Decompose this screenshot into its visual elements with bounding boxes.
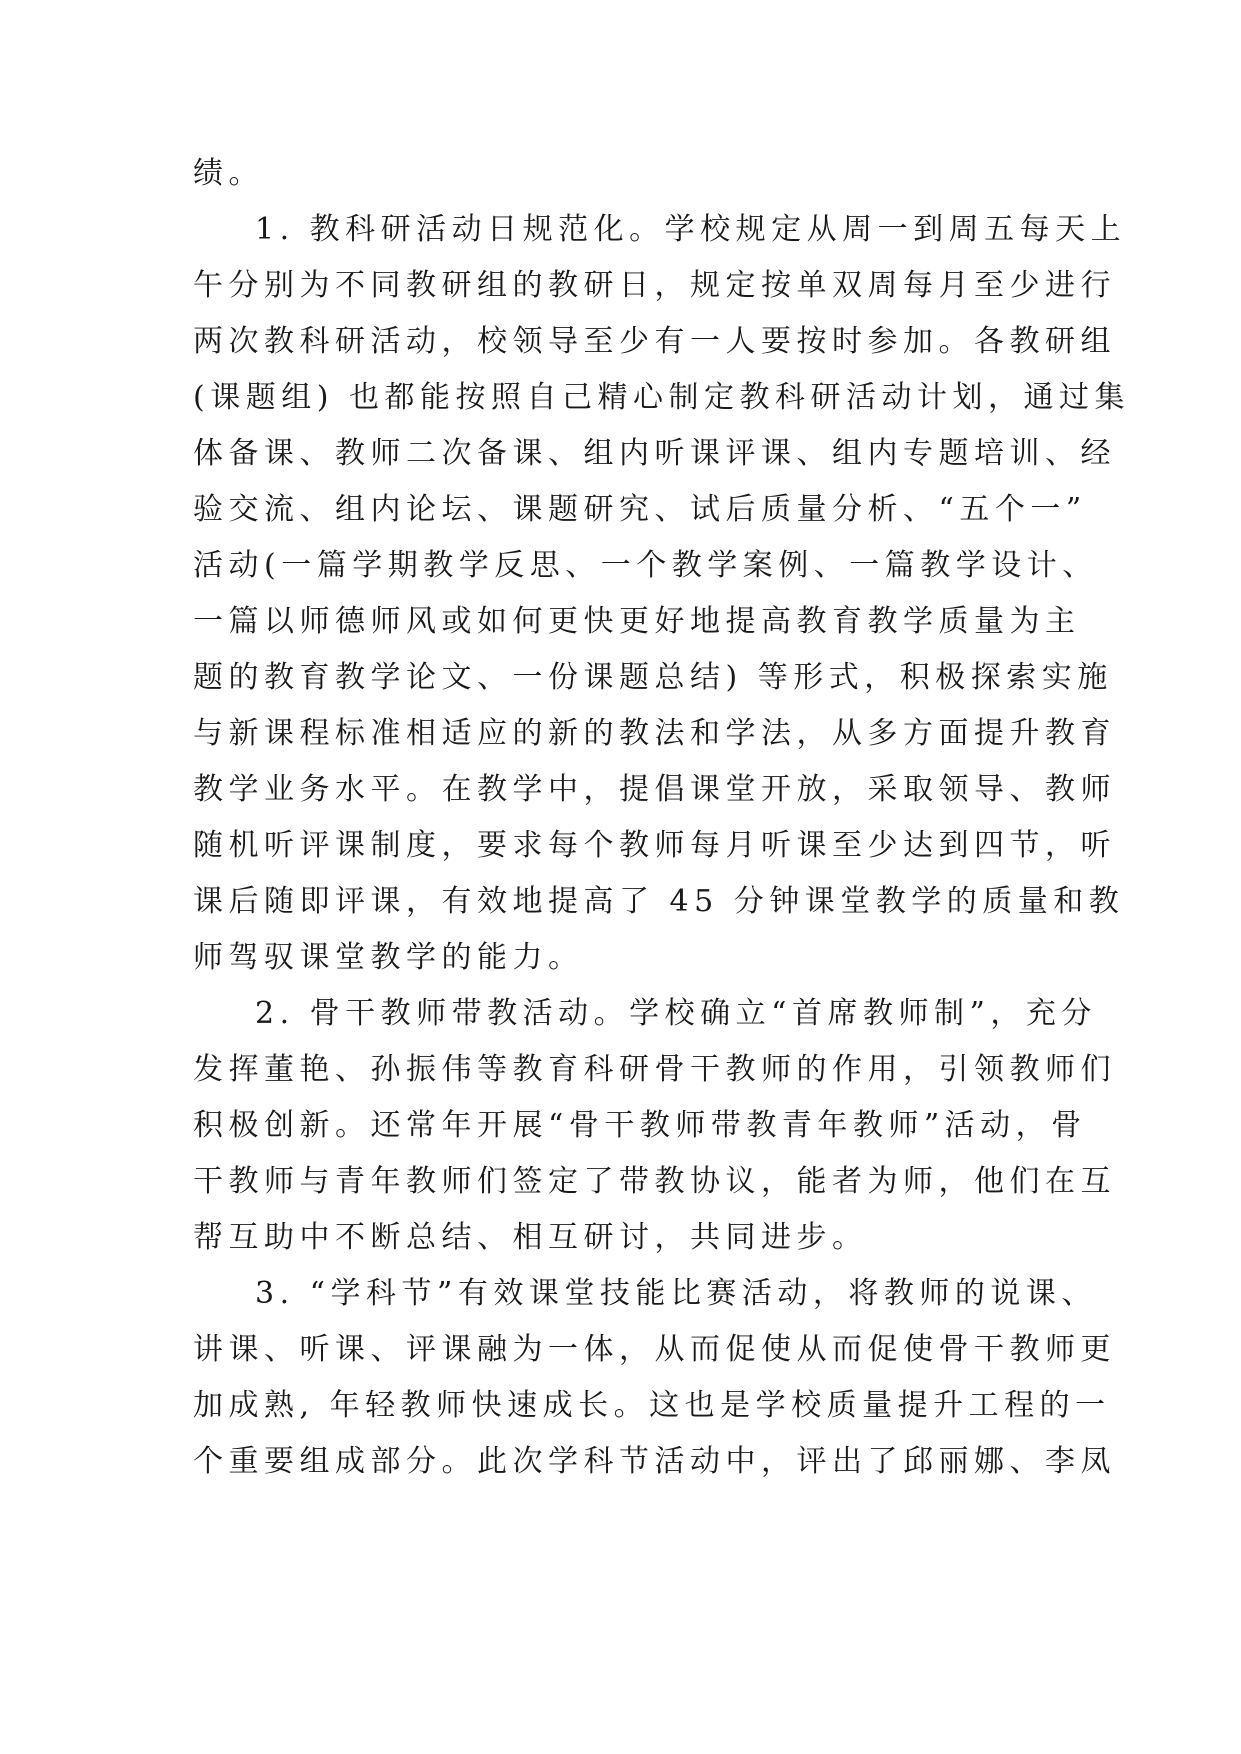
text-line: 绩。 bbox=[193, 156, 264, 191]
text-line: 讲课、听课、评课融为一体，从而促使从而促使骨干教师更 bbox=[193, 1332, 1116, 1367]
text-line: 加成熟, 年轻教师快速成长。这也是学校质量提升工程的一 bbox=[193, 1388, 1111, 1423]
text-line: 1. 教科研活动日规范化。学校规定从周一到周五每天上 bbox=[255, 212, 1127, 247]
text-line: 体备课、教师二次备课、组内听课评课、组内专题培训、经 bbox=[193, 436, 1116, 471]
text-line: 随机听评课制度，要求每个教师每月听课至少达到四节，听 bbox=[193, 828, 1116, 863]
text-line: 两次教科研活动，校领导至少有一人要按时参加。各教研组 bbox=[193, 324, 1116, 359]
text-line: 发挥董艳、孙振伟等教育科研骨干教师的作用，引领教师们 bbox=[193, 1052, 1116, 1087]
text-line: 午分别为不同教研组的教研日，规定按单双周每月至少进行 bbox=[193, 268, 1116, 303]
text-line: 积极创新。还常年开展“骨干教师带教青年教师”活动，骨 bbox=[193, 1108, 1087, 1143]
text-line: 与新课程标准相适应的新的教法和学法，从多方面提升教育 bbox=[193, 716, 1116, 751]
text-line: 师驾驭课堂教学的能力。 bbox=[193, 940, 584, 975]
text-line: 题的教育教学论文、一份课题总结) 等形式，积极探索实施 bbox=[193, 660, 1113, 695]
text-line: 验交流、组内论坛、课题研究、试后质量分析、“五个一” bbox=[193, 492, 1087, 527]
text-line: 干教师与青年教师们签定了带教协议，能者为师，他们在互 bbox=[193, 1164, 1116, 1199]
text-line: 课后随即评课，有效地提高了 45 分钟课堂教学的质量和教 bbox=[193, 884, 1125, 919]
text-line: 2. 骨干教师带教活动。学校确立“首席教师制”，充分 bbox=[255, 996, 1097, 1031]
text-line: (课题组) 也都能按照自己精心制定教科研活动计划，通过集 bbox=[193, 380, 1130, 415]
text-line: 教学业务水平。在教学中，提倡课堂开放，采取领导、教师 bbox=[193, 772, 1116, 807]
text-line: 个重要组成部分。此次学科节活动中，评出了邱丽娜、李凤 bbox=[193, 1444, 1116, 1479]
text-line: 帮互助中不断总结、相互研讨，共同进步。 bbox=[193, 1220, 868, 1255]
text-line: 3. “学科节”有效课堂技能比赛活动，将教师的说课、 bbox=[255, 1276, 1097, 1311]
text-line: 活动(一篇学期教学反思、一个教学案例、一篇教学设计、 bbox=[193, 548, 1098, 583]
text-line: 一篇以师德师风或如何更快更好地提高教育教学质量为主 bbox=[193, 604, 1081, 639]
